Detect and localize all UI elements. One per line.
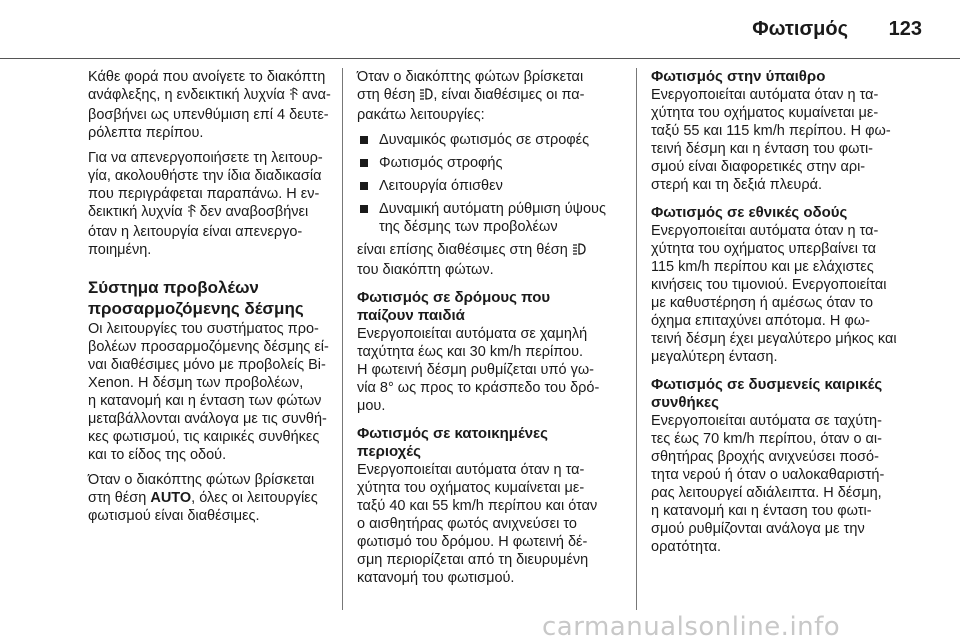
column-1 <box>88 68 338 532</box>
list-item: Δυναμικός φωτισμός σε στροφές <box>357 131 623 149</box>
list-item: Φωτισμός στροφής <box>357 154 623 172</box>
paragraph: Κάθε φορά που ανοίγετε το διακόπτη ανάφλεξης, η ενδεικτική λυχνία ανα- βοσβήνει ως υπενθύμιση επί 4 δευτε- ρόλεπτα περίπου. <box>88 69 331 141</box>
paragraph: Ενεργοποιείται αυτόματα σε χαμηλή ταχύτητα έως και 30 km/h περίπου. Η φωτεινή δέσμη ρυθμίζεται υπό γω- νία 8° ως προς το κράσπεδο του δρό- μου. <box>357 326 600 414</box>
watermark: carmanualsonline.info <box>542 612 841 642</box>
column-2 <box>357 68 623 594</box>
paragraph: Οι λειτουργίες του συστήματος προ- βολέων προσαρμοζόμενης δέσμης εί- ναι διαθέσιμες μόνο με προβολείς Bi- Xenon. Η δέσμη των προβολέων, η κατανομή και η ένταση των φώτων μεταβάλλονται ανάλογα με τις συνθή- κες φωτισμού, τις καιρικές συνθήκες και το είδος της οδού. <box>88 321 329 463</box>
subsection-heading: Φωτισμός σε κατοικημένες περιοχές <box>357 425 548 460</box>
subsection-heading: Φωτισμός σε δρόμους που παίζουν παιδιά <box>357 289 551 324</box>
high-beam-assist-icon <box>289 87 298 106</box>
paragraph: Όταν ο διακόπτης φώτων βρίσκεται στη θέση , είναι διαθέσιμες οι πα- ρακάτω λειτουργίες: <box>357 69 585 123</box>
auto-position-label: AUTO <box>150 490 192 506</box>
list-item: Λειτουργία όπισθεν <box>357 177 623 195</box>
subsection-heading: Φωτισμός στην ύπαιθρο <box>651 68 826 85</box>
paragraph: Ενεργοποιείται αυτόματα όταν η τα- χύτητα του οχήματος υπερβαίνει τα 115 km/h περίπου και με ελάχιστες κινήσεις του τιμονιού. Ενεργοποιείται με καθυστέρηση ή αμέσως όταν το όχημα επιταχύνει απότομα. Η φω- τεινή δέσμη έχει μεγαλύτερο μήκος και μεγαλύτερη ένταση. <box>651 223 897 365</box>
subsection-heading: Φωτισμός σε δυσμενείς καιρικές συνθήκες <box>651 376 883 411</box>
paragraph: Για να απενεργοποιήσετε τη λειτουρ- γία, ακολουθήστε την ίδια διαδικασία που περιγράφεται παραπάνω. Η εν- δεικτική λυχνία δεν αναβοσβήνει όταν η λειτουργία είναι απενεργο- ποιημένη. <box>88 150 323 258</box>
section-title: Φωτισμός <box>752 18 848 40</box>
page-number: 123 <box>888 18 922 40</box>
paragraph: είναι επίσης διαθέσιμες στη θέση του διακόπτη φώτων. <box>357 241 623 279</box>
high-beam-assist-icon <box>187 204 196 223</box>
list-item: Δυναμική αυτόματη ρύθμιση ύψους της δέσμης των προβολέων <box>357 200 623 236</box>
page-header <box>0 0 960 58</box>
headlight-icon <box>572 242 586 261</box>
header-rule <box>0 58 960 59</box>
column-3 <box>651 68 931 563</box>
headlight-icon <box>419 87 433 106</box>
column-divider <box>636 68 637 610</box>
subsection-heading: Φωτισμός σε εθνικές οδούς <box>651 204 848 221</box>
paragraph: Ενεργοποιείται αυτόματα όταν η τα- χύτητα του οχήματος κυμαίνεται με- ταξύ 40 και 55 km/h περίπου και όταν ο αισθητήρας φωτός ανιχνεύσει το φωτισμό του δρόμου. Η φωτεινή δέ- σμη περιορίζεται από τη διευρυμένη κατανομή του φωτισμού. <box>357 462 598 586</box>
paragraph: Όταν ο διακόπτης φώτων βρίσκεται στη θέση AUTO, όλες οι λειτουργίες φωτισμού είναι διαθέσιμες. <box>88 472 318 524</box>
paragraph: Ενεργοποιείται αυτόματα σε ταχύτη- τες έως 70 km/h περίπου, όταν ο αι- σθητήρας βροχής ανιχνεύσει ποσό- τητα νερού ή όταν ο υαλοκαθαριστή- ρας λειτουργεί αδιάλειπτα. Η δέσμη, η κατανομή και η ένταση του φωτι- σμού ρυθμίζονται ανάλογα με την ορατότητα. <box>651 413 885 555</box>
section-heading: Σύστημα προβολέων προσαρμοζόμενης δέσμης <box>88 278 304 318</box>
column-divider <box>342 68 343 610</box>
paragraph: Ενεργοποιείται αυτόματα όταν η τα- χύτητα του οχήματος κυμαίνεται με- ταξύ 55 και 115 km/h περίπου. Η φω- τεινή δέσμη και η ένταση του φωτι- σμού είναι διαφορετικές στην αρι- στερή και τη δεξιά πλευρά. <box>651 87 891 193</box>
